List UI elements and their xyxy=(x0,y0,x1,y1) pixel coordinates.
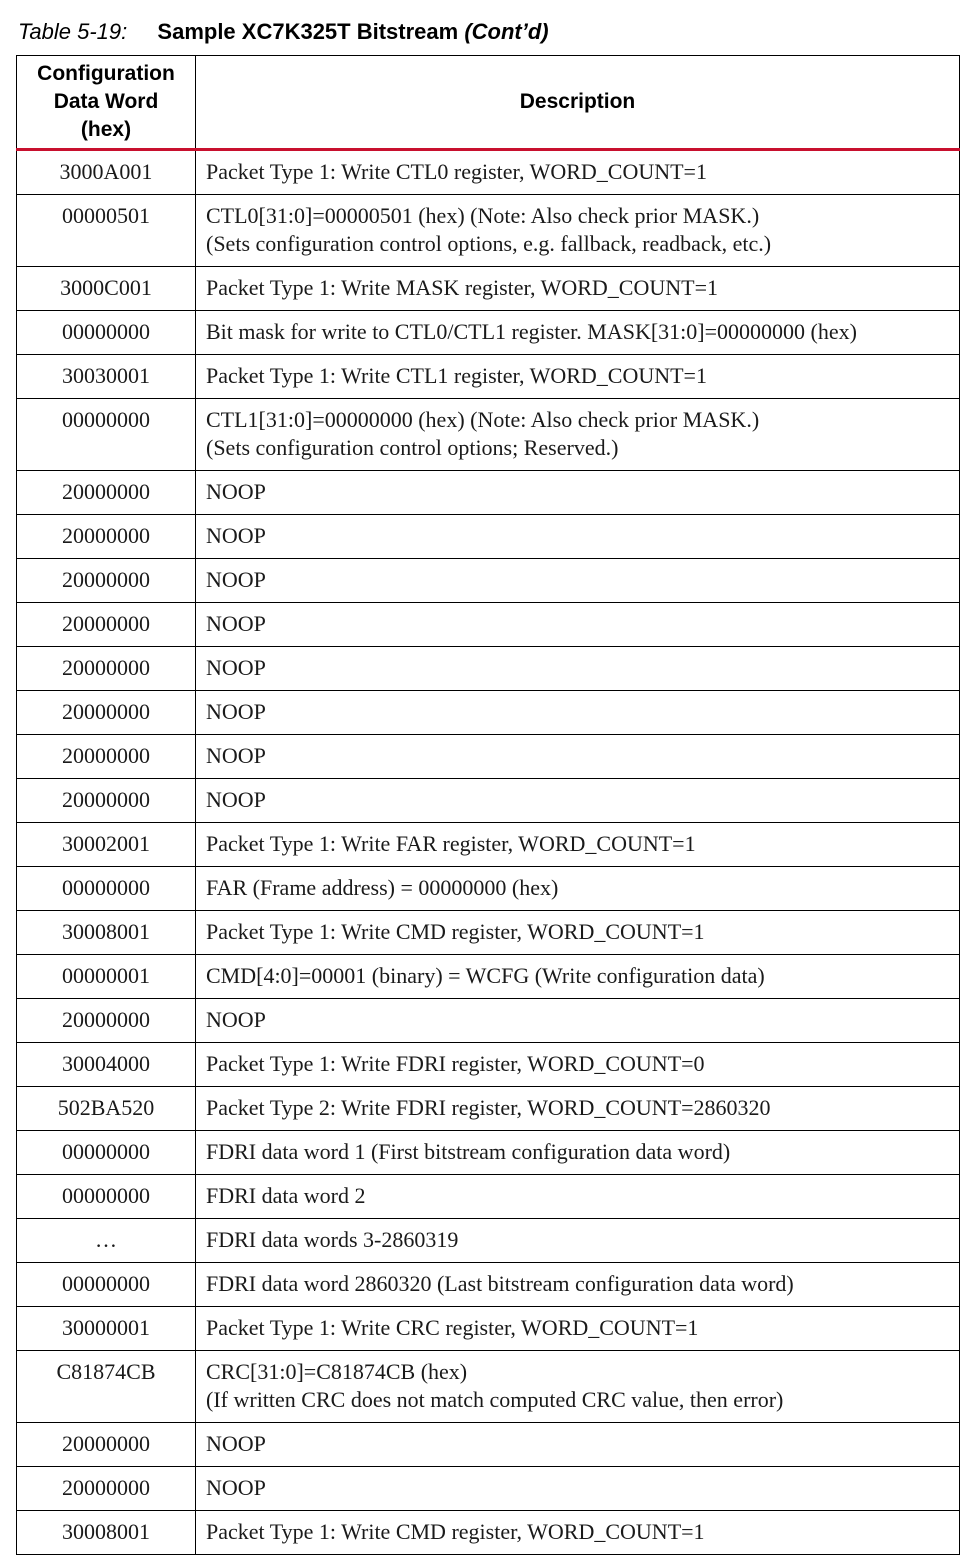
description-cell xyxy=(196,911,960,955)
table-row xyxy=(17,955,960,999)
table-row xyxy=(17,1263,960,1307)
table-body xyxy=(17,150,960,1555)
description-cell xyxy=(196,195,960,267)
table-row xyxy=(17,355,960,399)
config-data-word-cell: 20000000 xyxy=(17,779,196,823)
description-line: Packet Type 1: Write MASK register, WORD_COUNT=1 xyxy=(206,275,718,300)
config-data-word-cell: 00000000 xyxy=(17,1131,196,1175)
description-line: Packet Type 1: Write CRC register, WORD_COUNT=1 xyxy=(206,1315,699,1340)
description-line: Packet Type 1: Write CMD register, WORD_COUNT=1 xyxy=(206,919,705,944)
config-data-word-cell: 3000C001 xyxy=(17,267,196,311)
description-cell xyxy=(196,1087,960,1131)
description-cell xyxy=(196,1511,960,1555)
description-cell xyxy=(196,955,960,999)
description-line: NOOP xyxy=(206,567,266,592)
config-data-word-cell: 00000000 xyxy=(17,1263,196,1307)
config-data-word-cell: 00000000 xyxy=(17,867,196,911)
table-title: Sample XC7K325T Bitstream xyxy=(157,19,459,44)
description-line: NOOP xyxy=(206,1431,266,1456)
description-cell xyxy=(196,1043,960,1087)
description-cell xyxy=(196,779,960,823)
description-cell xyxy=(196,647,960,691)
config-data-word-cell: 20000000 xyxy=(17,1467,196,1511)
config-data-word-cell: 00000000 xyxy=(17,311,196,355)
description-line: NOOP xyxy=(206,1475,266,1500)
config-data-word-cell: 502BA520 xyxy=(17,1087,196,1131)
description-line: FDRI data words 3-2860319 xyxy=(206,1227,459,1252)
description-cell xyxy=(196,150,960,195)
config-data-word-cell: 20000000 xyxy=(17,647,196,691)
config-data-word-cell: 00000000 xyxy=(17,399,196,471)
description-line: Packet Type 2: Write FDRI register, WORD_COUNT=2860320 xyxy=(206,1095,771,1120)
description-cell xyxy=(196,515,960,559)
config-data-word-cell: 00000001 xyxy=(17,955,196,999)
table-row xyxy=(17,1511,960,1555)
header-col1-line1: Configuration xyxy=(37,62,175,85)
table-row xyxy=(17,691,960,735)
table-row xyxy=(17,1467,960,1511)
description-cell xyxy=(196,399,960,471)
description-cell xyxy=(196,1467,960,1511)
description-line: NOOP xyxy=(206,523,266,548)
description-line: Packet Type 1: Write CTL1 register, WORD_COUNT=1 xyxy=(206,363,707,388)
config-data-word-cell: 00000501 xyxy=(17,195,196,267)
description-line: (Sets configuration control options, e.g. fallback, readback, etc.) xyxy=(206,231,772,256)
table-row xyxy=(17,399,960,471)
table-row xyxy=(17,911,960,955)
table-row xyxy=(17,1351,960,1423)
description-cell xyxy=(196,559,960,603)
description-cell xyxy=(196,1351,960,1423)
config-data-word-cell: 00000000 xyxy=(17,1175,196,1219)
table-row xyxy=(17,311,960,355)
header-col1-line2: Data Word xyxy=(53,90,159,113)
header-description: Description xyxy=(196,56,960,150)
description-line: NOOP xyxy=(206,699,266,724)
description-cell xyxy=(196,691,960,735)
table-row xyxy=(17,150,960,195)
table-row xyxy=(17,779,960,823)
table-row xyxy=(17,195,960,267)
description-cell xyxy=(196,311,960,355)
header-col1-line3: (hex) xyxy=(80,118,132,141)
description-line: NOOP xyxy=(206,787,266,812)
description-line: CTL1[31:0]=00000000 (hex) (Note: Also check prior MASK.) xyxy=(206,407,760,432)
description-line: CTL0[31:0]=00000501 (hex) (Note: Also check prior MASK.) xyxy=(206,203,760,228)
config-data-word-cell: 30030001 xyxy=(17,355,196,399)
description-line: CRC[31:0]=C81874CB (hex) xyxy=(206,1359,468,1384)
description-cell xyxy=(196,1131,960,1175)
table-row xyxy=(17,823,960,867)
description-cell xyxy=(196,267,960,311)
table-row xyxy=(17,1423,960,1467)
config-data-word-cell: 20000000 xyxy=(17,1423,196,1467)
description-line: Packet Type 1: Write FAR register, WORD_COUNT=1 xyxy=(206,831,696,856)
table-row xyxy=(17,471,960,515)
bitstream-table xyxy=(16,55,960,1555)
description-line: CMD[4:0]=00001 (binary) = WCFG (Write configuration data) xyxy=(206,963,765,988)
description-cell xyxy=(196,1219,960,1263)
table-row xyxy=(17,867,960,911)
description-line: NOOP xyxy=(206,743,266,768)
table-caption xyxy=(18,16,549,48)
description-line: Packet Type 1: Write CTL0 register, WORD_COUNT=1 xyxy=(206,159,707,184)
table-row xyxy=(17,647,960,691)
table-number: Table 5-19: xyxy=(18,19,128,44)
description-line: NOOP xyxy=(206,479,266,504)
config-data-word-cell: … xyxy=(17,1219,196,1263)
table-row xyxy=(17,1043,960,1087)
config-data-word-cell: 20000000 xyxy=(17,559,196,603)
config-data-word-cell: 20000000 xyxy=(17,603,196,647)
table-row xyxy=(17,559,960,603)
description-cell xyxy=(196,867,960,911)
config-data-word-cell: 20000000 xyxy=(17,515,196,559)
config-data-word-cell: 20000000 xyxy=(17,735,196,779)
description-line: Packet Type 1: Write CMD register, WORD_COUNT=1 xyxy=(206,1519,705,1544)
description-cell xyxy=(196,603,960,647)
table-row xyxy=(17,603,960,647)
description-cell xyxy=(196,735,960,779)
description-line: Bit mask for write to CTL0/CTL1 register. MASK[31:0]=00000000 (hex) xyxy=(206,319,857,344)
config-data-word-cell: 30002001 xyxy=(17,823,196,867)
description-line: FDRI data word 2860320 (Last bitstream configuration data word) xyxy=(206,1271,794,1296)
table-row xyxy=(17,1307,960,1351)
description-line: (Sets configuration control options; Reserved.) xyxy=(206,435,619,460)
table-row xyxy=(17,1219,960,1263)
config-data-word-cell: 30000001 xyxy=(17,1307,196,1351)
description-line: NOOP xyxy=(206,1007,266,1032)
config-data-word-cell: 3000A001 xyxy=(17,150,196,195)
table-header-row xyxy=(17,56,960,150)
description-line: FDRI data word 2 xyxy=(206,1183,366,1208)
description-line: NOOP xyxy=(206,655,266,680)
table-row xyxy=(17,515,960,559)
header-config-data-word xyxy=(17,56,196,150)
description-cell xyxy=(196,471,960,515)
table-row xyxy=(17,1175,960,1219)
config-data-word-cell: C81874CB xyxy=(17,1351,196,1423)
description-cell xyxy=(196,1175,960,1219)
description-line: FDRI data word 1 (First bitstream configuration data word) xyxy=(206,1139,731,1164)
config-data-word-cell: 30004000 xyxy=(17,1043,196,1087)
config-data-word-cell: 30008001 xyxy=(17,911,196,955)
table-row xyxy=(17,1087,960,1131)
table-row xyxy=(17,267,960,311)
description-line: FAR (Frame address) = 00000000 (hex) xyxy=(206,875,559,900)
description-cell xyxy=(196,999,960,1043)
description-cell xyxy=(196,355,960,399)
description-line: (If written CRC does not match computed CRC value, then error) xyxy=(206,1387,784,1412)
config-data-word-cell: 20000000 xyxy=(17,691,196,735)
table-row xyxy=(17,735,960,779)
description-line: NOOP xyxy=(206,611,266,636)
table-row xyxy=(17,999,960,1043)
description-line: Packet Type 1: Write FDRI register, WORD_COUNT=0 xyxy=(206,1051,705,1076)
description-cell xyxy=(196,823,960,867)
description-cell xyxy=(196,1423,960,1467)
table-continued-label: (Cont’d) xyxy=(464,19,549,44)
config-data-word-cell: 20000000 xyxy=(17,471,196,515)
table-row xyxy=(17,1131,960,1175)
config-data-word-cell: 30008001 xyxy=(17,1511,196,1555)
description-cell xyxy=(196,1307,960,1351)
config-data-word-cell: 20000000 xyxy=(17,999,196,1043)
description-cell xyxy=(196,1263,960,1307)
